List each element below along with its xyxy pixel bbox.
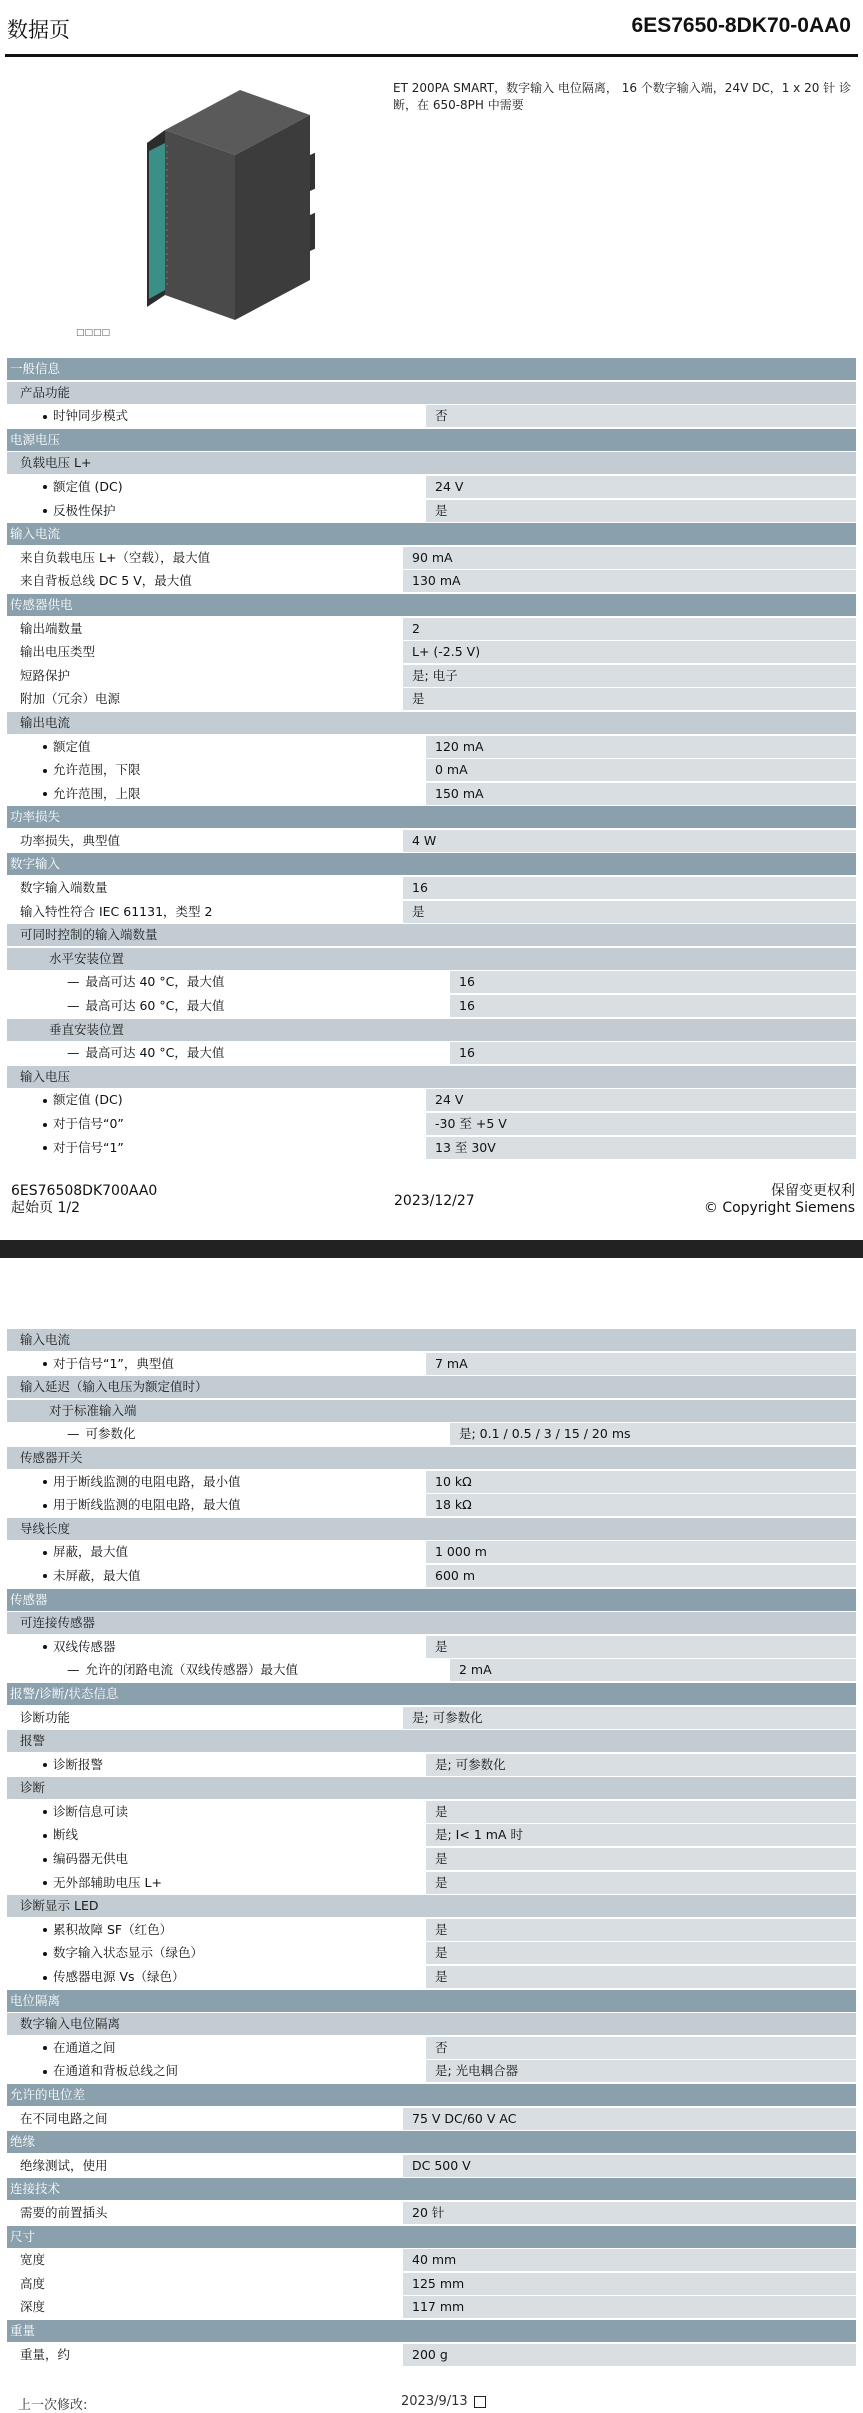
spec-label: 在不同电路之间 [20, 2110, 108, 2126]
spec-label: 诊断信息可读 [53, 1803, 129, 1819]
spec-row [7, 830, 856, 852]
spec-label: 编码器无供电 [53, 1851, 129, 1867]
section-header [7, 2084, 856, 2106]
spec-label: 绝缘 [10, 2134, 36, 2150]
spec-value: 16 [403, 877, 856, 899]
image-caption: □□□□ [76, 328, 111, 338]
spec-label: 输入特性符合 IEC 61131，类型 2 [20, 903, 213, 919]
spec-table-page2 [7, 1329, 856, 2367]
model-number: 6ES7650-8DK70-0AA0 [631, 14, 851, 37]
spec-row [7, 1707, 856, 1729]
spec-value: 是; 光电耦合器 [426, 2060, 856, 2082]
spec-row [7, 2202, 856, 2224]
spec-label: 最高可达 60 °C，最大值 [85, 998, 225, 1014]
spec-label: 需要的前置插头 [20, 2204, 108, 2220]
bullet-icon [43, 1146, 47, 1150]
spec-value: 否 [426, 405, 856, 427]
spec-label: 屏蔽，最大值 [53, 1544, 129, 1560]
spec-row [7, 476, 856, 498]
spec-label: 对于标准输入端 [49, 1402, 137, 1418]
spec-label: 数字输入状态显示（绿色） [53, 1945, 204, 1961]
spec-label: 在通道之间 [53, 2039, 116, 2055]
spec-label: 时钟同步模式 [53, 408, 129, 424]
spec-row [7, 1966, 856, 1988]
bullet-icon [43, 792, 47, 796]
spec-label: 数字输入电位隔离 [20, 2016, 121, 2032]
spec-label: 诊断功能 [20, 1709, 71, 1725]
bullet-icon [43, 1551, 47, 1555]
spec-label: 电位隔离 [10, 1992, 61, 2008]
section-header [7, 1683, 856, 1705]
footer-copyright: © Copyright Siemens [703, 1200, 855, 1216]
page-separator [0, 1240, 863, 1258]
spec-row [7, 2037, 856, 2059]
page-title: 数据页 [7, 18, 70, 42]
spec-value: 是 [426, 1919, 856, 1941]
spec-label: 对于信号“1” [53, 1139, 124, 1155]
spec-value: 是; I< 1 mA 时 [426, 1824, 856, 1846]
bullet-icon [43, 1645, 47, 1649]
spec-label: 水平安装位置 [49, 950, 125, 966]
subsection-header [7, 1376, 856, 1398]
spec-label: 额定值 (DC) [53, 1092, 123, 1108]
spec-label: 最高可达 40 °C，最大值 [85, 1045, 225, 1061]
spec-row [7, 877, 856, 899]
spec-value: L+ (-2.5 V) [403, 641, 856, 663]
spec-label: 允许范围，下限 [53, 762, 141, 778]
spec-label: 用于断线监测的电阻电路，最小值 [53, 1473, 241, 1489]
spec-value: 是; 可参数化 [403, 1707, 856, 1729]
spec-row [7, 665, 856, 687]
spec-label: 最高可达 40 °C，最大值 [85, 974, 225, 990]
spec-label: 功率损失 [10, 809, 61, 825]
spec-label: 输入延迟（输入电压为额定值时） [20, 1379, 208, 1395]
spec-value: 75 V DC/60 V AC [403, 2108, 856, 2130]
spec-value: 20 针 [403, 2202, 856, 2224]
spec-label: 传感器 [10, 1591, 48, 1607]
spec-label: 传感器供电 [10, 596, 73, 612]
footer-rights: 保留变更权利 [771, 1183, 855, 1199]
footer-date: 2023/12/27 [394, 1193, 475, 1209]
spec-value: 是; 电子 [403, 665, 856, 687]
bullet-icon [43, 1123, 47, 1127]
section-header [7, 523, 856, 545]
dash-icon: — [67, 974, 80, 990]
spec-label: 产品功能 [20, 384, 71, 400]
spec-value: 16 [450, 1042, 856, 1064]
spec-row [7, 547, 856, 569]
subsection-header [7, 452, 856, 474]
bullet-icon [43, 509, 47, 513]
spec-label: 输入电流 [10, 526, 61, 542]
spec-value: 117 mm [403, 2296, 856, 2318]
subsection-header [7, 1612, 856, 1634]
dash-icon: — [67, 1045, 80, 1061]
section-header [7, 806, 856, 828]
dash-icon: — [67, 1426, 80, 1442]
spec-value: 是 [426, 1872, 856, 1894]
spec-value: 40 mm [403, 2249, 856, 2271]
spec-value: 13 至 30V [426, 1137, 856, 1159]
section-header [7, 358, 856, 380]
spec-label: 来自背板总线 DC 5 V，最大值 [20, 573, 192, 589]
spec-row [7, 1848, 856, 1870]
spec-value: 是 [426, 1942, 856, 1964]
spec-label: 数字输入 [10, 856, 61, 872]
dash-icon: — [67, 1662, 80, 1678]
spec-value: 1 000 m [426, 1541, 856, 1563]
spec-value: 是 [426, 1848, 856, 1870]
spec-value: 否 [426, 2037, 856, 2059]
spec-label: 垂直安装位置 [49, 1021, 125, 1037]
bullet-icon [43, 769, 47, 773]
subsection-header [7, 1518, 856, 1540]
spec-row [7, 1494, 856, 1516]
spec-row [7, 1471, 856, 1493]
spec-value: 120 mA [426, 736, 856, 758]
spec-label: 输出端数量 [20, 620, 83, 636]
spec-label: 允许范围，上限 [53, 785, 141, 801]
spec-row [7, 2155, 856, 2177]
bullet-icon [43, 1763, 47, 1767]
spec-label: 输入电压 [20, 1068, 71, 1084]
spec-row [7, 688, 856, 710]
spec-value: 150 mA [426, 783, 856, 805]
spec-label: 来自负载电压 L+（空载），最大值 [20, 549, 211, 565]
spec-value: 是 [426, 1636, 856, 1658]
subsection-header [7, 948, 856, 970]
spec-row [7, 971, 856, 993]
spec-value: 是 [426, 500, 856, 522]
subsection-header [7, 1447, 856, 1469]
spec-value: 是 [403, 688, 856, 710]
header-divider [5, 54, 858, 57]
spec-label: 可连接传感器 [20, 1615, 96, 1631]
spec-label: 诊断 [20, 1780, 46, 1796]
subsection-header [7, 924, 856, 946]
bullet-icon [43, 1480, 47, 1484]
spec-label: 允许的闭路电流（双线传感器）最大值 [85, 1662, 299, 1678]
spec-label: 无外部辅助电压 L+ [53, 1874, 162, 1890]
spec-label: 可参数化 [85, 1426, 136, 1442]
subsection-header [7, 712, 856, 734]
spec-row [7, 1636, 856, 1658]
spec-label: 宽度 [20, 2252, 46, 2268]
spec-value: 10 kΩ [426, 1471, 856, 1493]
spec-label: 额定值 (DC) [53, 478, 123, 494]
spec-label: 诊断显示 LED [20, 1898, 99, 1914]
bullet-icon [43, 1810, 47, 1814]
spec-value: 是 [426, 1966, 856, 1988]
spec-table-page1 [7, 358, 856, 1160]
subsection-header [7, 1066, 856, 1088]
spec-label: 报警 [20, 1733, 46, 1749]
spec-row [7, 1353, 856, 1375]
bullet-icon [43, 2046, 47, 2050]
bullet-icon [43, 1504, 47, 1508]
page-footer [11, 1183, 855, 1223]
spec-row [7, 759, 856, 781]
subsection-header [7, 382, 856, 404]
spec-value: 是 [426, 1801, 856, 1823]
bullet-icon [43, 1952, 47, 1956]
spec-label: 导线长度 [20, 1520, 71, 1536]
spec-row [7, 1089, 856, 1111]
spec-label: 绝缘测试，使用 [20, 2157, 108, 2173]
spec-value: 125 mm [403, 2273, 856, 2295]
dash-icon: — [67, 998, 80, 1014]
subsection-header [7, 1895, 856, 1917]
spec-label: 深度 [20, 2299, 46, 2315]
subsection-header [7, 1019, 856, 1041]
spec-label: 用于断线监测的电阻电路，最大值 [53, 1497, 241, 1513]
spec-label: 报警/诊断/状态信息 [10, 1685, 119, 1701]
spec-value: 24 V [426, 476, 856, 498]
spec-row [7, 1565, 856, 1587]
spec-row [7, 1801, 856, 1823]
spec-value: 2 [403, 618, 856, 640]
spec-label: 输入电流 [20, 1332, 71, 1347]
spec-row [7, 783, 856, 805]
bullet-icon [43, 1928, 47, 1932]
spec-row [7, 995, 856, 1017]
spec-row [7, 1659, 856, 1681]
spec-label: 输出电流 [20, 714, 71, 730]
last-change [18, 2394, 858, 2413]
section-header [7, 2320, 856, 2342]
section-header [7, 853, 856, 875]
section-header [7, 594, 856, 616]
spec-row [7, 2344, 856, 2366]
section-header [7, 2178, 856, 2200]
spec-label: 允许的电位差 [10, 2087, 86, 2102]
spec-label: 重量 [10, 2322, 36, 2338]
last-change-date: 2023/9/13 [401, 2394, 468, 2409]
spec-row [7, 1423, 856, 1445]
spec-value: 7 mA [426, 1353, 856, 1375]
spec-label: 连接技术 [10, 2181, 61, 2197]
spec-row [7, 618, 856, 640]
spec-row [7, 1872, 856, 1894]
external-link-icon[interactable] [474, 2396, 486, 2408]
spec-label: 数字输入端数量 [20, 880, 108, 896]
spec-label: 可同时控制的输入端数量 [20, 927, 158, 943]
spec-label: 附加（冗余）电源 [20, 691, 121, 707]
spec-label: 反极性保护 [53, 502, 116, 518]
spec-label: 传感器电源 Vs（绿色） [53, 1969, 185, 1985]
spec-value: 2 mA [450, 1659, 856, 1681]
last-change-label: 上一次修改: [18, 2398, 88, 2413]
spec-row [7, 2273, 856, 2295]
section-header [7, 1990, 856, 2012]
bullet-icon [43, 1834, 47, 1838]
spec-value: 200 g [403, 2344, 856, 2366]
section-header [7, 1589, 856, 1611]
section-header [7, 429, 856, 451]
spec-row [7, 1113, 856, 1135]
spec-label: 双线传感器 [53, 1638, 116, 1654]
spec-row [7, 1042, 856, 1064]
spec-row [7, 1824, 856, 1846]
subsection-header [7, 2013, 856, 2035]
footer-page: 起始页 1/2 [11, 1200, 80, 1216]
spec-label: 传感器开关 [20, 1449, 83, 1465]
spec-row [7, 1942, 856, 1964]
spec-value: 16 [450, 995, 856, 1017]
spec-label: 断线 [53, 1827, 79, 1843]
spec-row [7, 901, 856, 923]
bullet-icon [43, 415, 47, 419]
bullet-icon [43, 2070, 47, 2074]
spec-label: 未屏蔽，最大值 [53, 1567, 141, 1583]
spec-value: 0 mA [426, 759, 856, 781]
spec-value: 24 V [426, 1089, 856, 1111]
spec-label: 一般信息 [10, 361, 61, 376]
spec-row [7, 500, 856, 522]
product-description: ET 200PA SMART，数字输入 电位隔离， 16 个数字输入端，24V DC，1 x 20 针 诊断，在 650-8PH 中需要 [393, 81, 851, 112]
spec-row [7, 1137, 856, 1159]
spec-label: 输出电压类型 [20, 644, 96, 660]
spec-row [7, 1541, 856, 1563]
spec-value: 4 W [403, 830, 856, 852]
spec-row [7, 2108, 856, 2130]
spec-row [7, 2060, 856, 2082]
spec-label: 负载电压 L+ [20, 455, 92, 471]
subsection-header [7, 1777, 856, 1799]
spec-row [7, 2249, 856, 2271]
spec-label: 重量，约 [20, 2346, 71, 2362]
spec-label: 在通道和背板总线之间 [53, 2063, 179, 2079]
spec-row [7, 1754, 856, 1776]
spec-row [7, 2296, 856, 2318]
spec-label: 高度 [20, 2275, 46, 2291]
bullet-icon [43, 745, 47, 749]
spec-value: 是; 0.1 / 0.5 / 3 / 15 / 20 ms [450, 1423, 856, 1445]
bullet-icon [43, 1976, 47, 1980]
subsection-header [7, 1329, 856, 1351]
spec-value: 是; 可参数化 [426, 1754, 856, 1776]
spec-value: 16 [450, 971, 856, 993]
spec-label: 功率损失，典型值 [20, 832, 121, 848]
spec-row [7, 736, 856, 758]
spec-value: 600 m [426, 1565, 856, 1587]
spec-label: 尺寸 [10, 2228, 36, 2244]
bullet-icon [43, 1362, 47, 1366]
subsection-header [7, 1730, 856, 1752]
bullet-icon [43, 1858, 47, 1862]
spec-row [7, 1919, 856, 1941]
spec-value: 90 mA [403, 547, 856, 569]
bullet-icon [43, 1881, 47, 1885]
page-header [7, 14, 851, 54]
spec-value: -30 至 +5 V [426, 1113, 856, 1135]
bullet-icon [43, 1099, 47, 1103]
footer-code: 6ES76508DK700AA0 [11, 1183, 158, 1199]
spec-label: 电源电压 [10, 431, 61, 447]
spec-label: 对于信号“0” [53, 1116, 124, 1131]
spec-label: 额定值 [53, 738, 91, 754]
spec-row [7, 405, 856, 427]
product-image [145, 85, 315, 325]
spec-value: 是 [403, 901, 856, 923]
spec-label: 累积故障 SF（红色） [53, 1921, 173, 1937]
spec-label: 诊断报警 [53, 1756, 104, 1772]
spec-value: 18 kΩ [426, 1494, 856, 1516]
bullet-icon [43, 485, 47, 489]
spec-value: DC 500 V [403, 2155, 856, 2177]
spec-row [7, 641, 856, 663]
spec-label: 短路保护 [20, 667, 71, 683]
subsection-header [7, 1400, 856, 1422]
bullet-icon [43, 1574, 47, 1578]
section-header [7, 2226, 856, 2248]
section-header [7, 2131, 856, 2153]
spec-value: 130 mA [403, 570, 856, 592]
spec-label: 对于信号“1”，典型值 [53, 1355, 174, 1371]
spec-row [7, 570, 856, 592]
